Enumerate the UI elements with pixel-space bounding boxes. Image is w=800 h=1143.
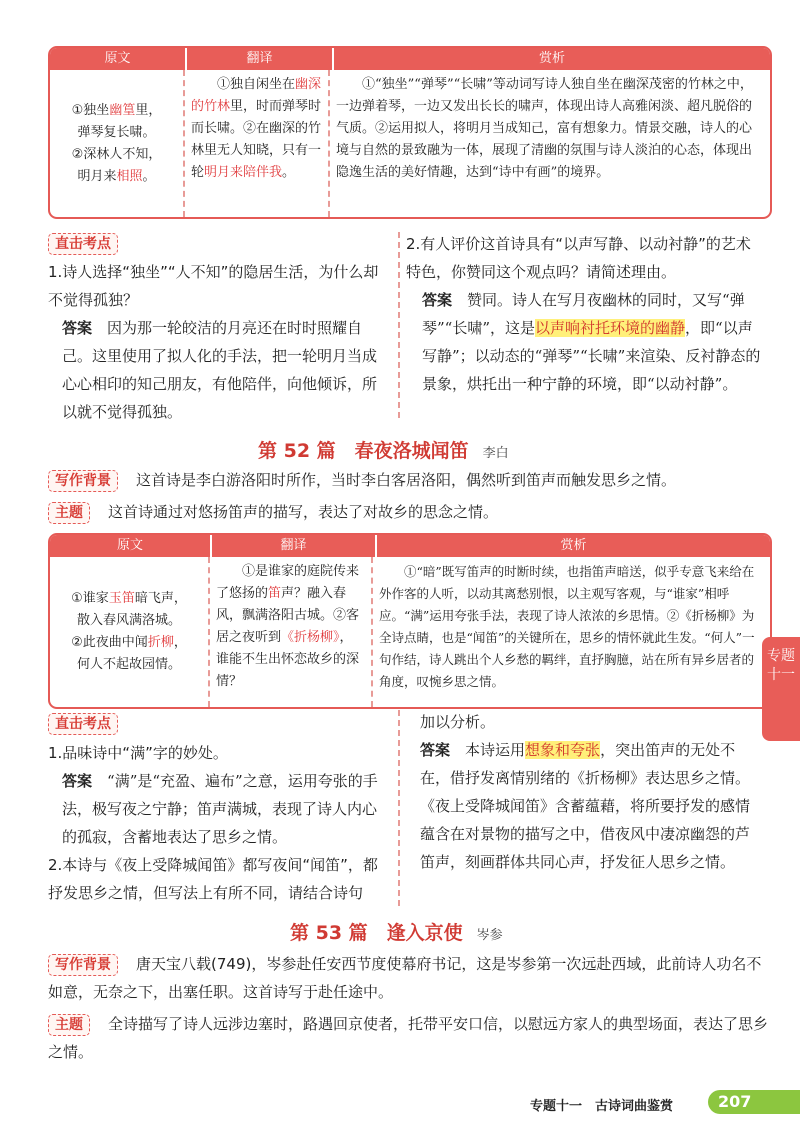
answer-1: 答案 “满”是“充盈、遍布”之意，运用夸张的手法，极写夜之宁静；笛声满城，表现了诗人内心的孤寂，含蓄地表达了思乡之情。 xyxy=(62,772,378,846)
header-original: 原文 xyxy=(50,535,212,557)
question-2-end: 加以分析。 xyxy=(420,713,496,731)
header-original: 原文 xyxy=(50,48,187,70)
poem-52-background: 这首诗是李白游洛阳时所作，当时李白客居洛阳，偶然听到笛声而触发思乡之情。 xyxy=(136,471,677,489)
analysis-text: ①“独坐”“弹琴”“长啸”等动词写诗人独自坐在幽深茂密的竹林之中，一边弹着琴，一边又发出长长的啸声，体现出诗人高雅闲淡、超凡脱俗的气质。②运用拟人，将明月当成知己，富有想象力。情景交融，诗人的心境与自然的景致融为一体，展现了清幽的氛围与诗人淡泊的心态，体现出隐逸生活的美好情趣，达到“诗中有画”的境界。 xyxy=(336,77,753,180)
answer-1: 答案 因为那一轮皎洁的月亮还在时时照耀自己。这里使用了拟人化的手法，把一轮明月当成心心相印的知己朋友，有他陪伴，向他倾诉，所以就不觉得孤独。 xyxy=(62,319,378,421)
analysis-text: ①“暗”既写笛声的时断时续，也指笛声暗送，似乎专意飞来给在外作客的人听，以动其离愁别恨，以主观写客观，与“谁家”相呼应。“满”运用夸张手法，表现了诗人浓浓的乡思情。②《折杨柳》为全诗点睛，也是“闻笛”的关键所在，思乡的情怀就此生发。“何人”一句作结，诗人跳出个人乡愁的羁绊，直抒胸臆，站在所有异乡居者的角度，叹惋乡思之情。 xyxy=(379,564,755,689)
background-tag: 写作背景 xyxy=(48,954,118,976)
header-translation: 翻译 xyxy=(187,48,334,70)
page-number: 207 xyxy=(708,1090,800,1114)
analysis-table-1 xyxy=(48,46,772,219)
table-header xyxy=(50,535,770,557)
footer-section: 专题十一 古诗词曲鉴赏 xyxy=(530,1099,674,1114)
header-translation: 翻译 xyxy=(212,535,377,557)
translation-text: ①独自闲坐在幽深的竹林里，时而弹琴时而长啸。②在幽深的竹林里无人知晓，只有一轮明月来陪伴我。 xyxy=(185,70,330,217)
question-1: 1.诗人选择“独坐”“人不知”的隐居生活，为什么却不觉得孤独？ xyxy=(48,263,379,309)
poem-53-background: 唐天宝八载(749)，岑参赴任安西节度使幕府书记，这是岑参第一次远赴西域，此前诗人功名不如意，无奈之下，出塞任职。这首诗写于赴任途中。 xyxy=(48,955,762,1001)
poem-52-title: 第 52 篇 春夜洛城闻笛 李白 xyxy=(258,440,509,462)
poem-52-theme: 这首诗通过对悠扬笛声的描写，表达了对故乡的思念之情。 xyxy=(108,503,499,521)
table-header xyxy=(50,48,770,70)
analysis-table-2 xyxy=(48,533,772,709)
header-analysis: 赏析 xyxy=(560,538,587,553)
column-divider xyxy=(398,710,400,906)
chapter-side-tab: 专题十一 xyxy=(762,637,800,741)
key-points-tag: 直击考点 xyxy=(48,233,118,255)
column-divider xyxy=(398,232,400,418)
theme-tag: 主题 xyxy=(48,1014,90,1036)
original-poem: ①谁家玉笛暗飞声， 散入春风满洛城。 ②此夜曲中闻折柳， 何人不起故园情。 xyxy=(50,557,210,707)
key-points-tag: 直击考点 xyxy=(48,713,118,735)
question-2: 2.有人评价这首诗具有“以声写静、以动衬静”的艺术特色，你赞同这个观点吗？请简述理由。 xyxy=(406,235,751,281)
poem-53-title: 第 53 篇 逢入京使 岑参 xyxy=(290,922,503,944)
answer-2: 答案 本诗运用想象和夸张，突出笛声的无处不在，借抒发离情别绪的《折杨柳》表达思乡之情。《夜上受降城闻笛》含蓄蕴藉，将所要抒发的感情蕴含在对景物的描写之中，借夜风中凄凉幽怨的芦笛声，刻画群体共同心声，抒发征人思乡之情。 xyxy=(420,741,751,871)
translation-text: ①是谁家的庭院传来了悠扬的笛声？融入春风，飘满洛阳古城。②客居之夜听到《折杨柳》，谁能不生出怀恋故乡的深情？ xyxy=(210,557,373,707)
answer-2: 答案 赞同。诗人在写月夜幽林的同时，又写“弹琴”“长啸”，这是以声响衬托环境的幽静，即“以声写静”；以动态的“弹琴”“长啸”来渲染、反衬静态的景象，烘托出一种宁静的环境，即“以动衬静”。 xyxy=(422,291,761,393)
background-tag: 写作背景 xyxy=(48,470,118,492)
question-1: 1.品味诗中“满”字的妙处。 xyxy=(48,744,228,762)
poem-53-theme: 全诗描写了诗人远涉边塞时，路遇回京使者，托带平安口信，以慰远方家人的典型场面，表达了思乡之情。 xyxy=(48,1015,769,1061)
theme-tag: 主题 xyxy=(48,502,90,524)
header-analysis: 赏析 xyxy=(538,51,565,66)
original-poem: ①独坐幽篁里， 弹琴复长啸。 ②深林人不知， 明月来相照。 xyxy=(50,70,185,217)
question-2-start: 2.本诗与《夜上受降城闻笛》都写夜间“闻笛”，都抒发思乡之情，但写法上有所不同，请结合诗句 xyxy=(48,856,378,902)
